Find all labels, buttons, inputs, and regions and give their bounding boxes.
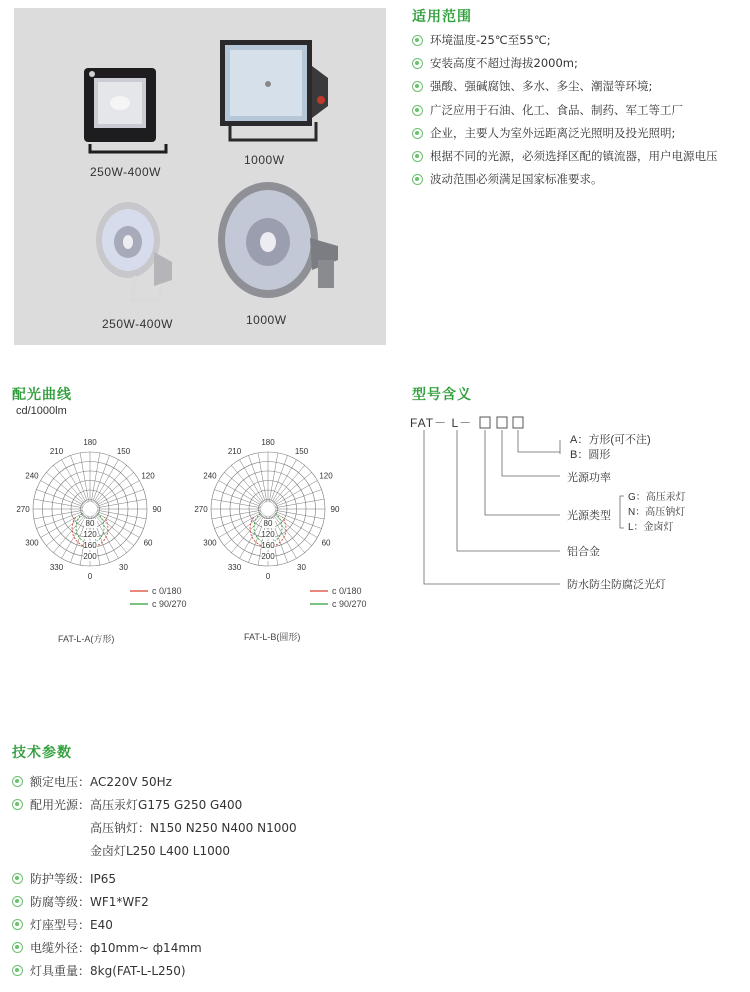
spec-source-line: 高压钠灯：N150 N250 N400 N1000: [90, 821, 297, 835]
model-label: 铝合金: [567, 546, 600, 558]
polar-angle-label: 270: [16, 505, 30, 514]
spec-label: 防腐等级：: [30, 895, 91, 909]
polar-radial-label: 160: [261, 541, 275, 550]
polar-angle-label: 30: [297, 563, 306, 573]
spec-value: 8kg(FAT-L-L250): [90, 964, 186, 978]
specs-title: 技术参数: [12, 745, 72, 761]
polar-angle-label: 300: [25, 538, 39, 548]
photo-caption: 1000W: [246, 313, 287, 327]
legend-label: c 90/270: [152, 599, 187, 609]
polar-angle-label: 0: [265, 572, 271, 581]
product-photo-panel: [14, 8, 386, 345]
scope-item-text: 广泛应用于石油、化工、食品、制药、军工等工厂: [430, 102, 683, 117]
legend-label: c 0/180: [332, 586, 362, 596]
model-label: B：圆形: [570, 449, 611, 461]
scope-list: [412, 32, 718, 194]
spec-label: 配用光源：: [30, 798, 91, 812]
scope-item-text: 企业，主要人为室外远距离泛光照明及投光照明;: [430, 125, 676, 140]
polar-angle-label: 300: [203, 538, 217, 548]
polar-diagram-b: [188, 436, 358, 586]
list-item: [412, 78, 718, 101]
spec-label: 灯具重量：: [30, 964, 91, 978]
polar-angle-label: 60: [143, 538, 153, 548]
polar-caption-a: FAT-L-A(方形): [58, 634, 115, 644]
spec-value: ф10mm~ ф14mm: [90, 941, 202, 955]
bullet-icon: [12, 942, 23, 953]
polar-angle-label: 60: [321, 538, 331, 548]
model-label: A：方形(可不注): [570, 434, 651, 446]
polar-angle-label: 270: [194, 505, 208, 514]
bullet-icon: [412, 128, 423, 139]
polar-angle-label: 180: [261, 438, 275, 447]
list-item: [412, 55, 718, 78]
legend-label: c 90/270: [332, 599, 367, 609]
polar-angle-label: 120: [141, 471, 155, 481]
model-label: 防水防尘防腐泛光灯: [567, 579, 666, 591]
scope-item-text: 环境温度-25℃至55℃;: [430, 33, 551, 47]
scope-item-text: 安装高度不超过海拔2000m;: [430, 56, 578, 71]
polar-angle-label: 90: [152, 505, 162, 514]
spec-label: 灯座型号：: [30, 918, 91, 932]
spec-corrosion: [12, 893, 297, 916]
spec-voltage: [12, 773, 297, 796]
spec-source: [12, 796, 297, 819]
floodlight-round-large-image: [214, 180, 354, 310]
polar-legend-a: [128, 586, 198, 610]
list-item: [412, 102, 718, 125]
scope-item-text: 强酸、强碱腐蚀、多水、多尘、潮湿等环境;: [430, 79, 653, 94]
polar-radial-label: 120: [261, 530, 275, 539]
bullet-icon: [412, 35, 423, 46]
polar-radial-label: 80: [85, 519, 95, 528]
bullet-icon: [12, 896, 23, 907]
polar-angle-label: 210: [227, 446, 242, 456]
floodlight-round-small-image: [92, 200, 182, 310]
polar-legend-b: [308, 586, 378, 610]
polar-angle-label: 150: [294, 446, 309, 456]
bullet-icon: [412, 58, 423, 69]
bullet-icon: [12, 965, 23, 976]
polar-angle-label: 0: [87, 572, 93, 581]
bullet-icon: [12, 776, 23, 787]
spec-label: 电缆外径：: [30, 941, 91, 955]
spec-value: E40: [90, 918, 113, 932]
bullet-icon: [12, 919, 23, 930]
code-box: [513, 417, 523, 428]
bullet-icon: [12, 799, 23, 810]
polar-radial-label: 120: [83, 530, 97, 539]
scope-item-text: 根据不同的光源，必须选择区配的镇流器，用户电源电压: [430, 148, 718, 163]
polar-angle-label: 30: [119, 563, 128, 573]
model-code: FAT－ L－: [410, 416, 473, 430]
specs-list: [12, 773, 297, 985]
spec-value: 高压汞灯G175 G250 G400: [90, 798, 243, 812]
list-item: [412, 32, 718, 55]
floodlight-square-large-image: [216, 36, 336, 146]
model-label: 光源类型: [567, 510, 611, 522]
spec-label: 额定电压：: [30, 775, 91, 789]
floodlight-square-small-image: [80, 64, 170, 154]
scope-title: 适用范围: [412, 9, 472, 25]
legend-label: c 0/180: [152, 586, 182, 596]
polar-radial-label: 80: [263, 519, 273, 528]
spec-weight: [12, 962, 297, 985]
bullet-icon: [412, 105, 423, 116]
list-item: [412, 125, 718, 148]
list-item: [412, 171, 718, 194]
light-curve-unit: cd/1000lm: [16, 405, 67, 417]
spec-value: IP65: [90, 872, 117, 886]
polar-radial-label: 200: [83, 552, 97, 561]
polar-center: [83, 502, 97, 516]
polar-angle-label: 330: [49, 563, 64, 573]
polar-angle-label: 210: [49, 446, 64, 456]
bullet-icon: [12, 873, 23, 884]
polar-center: [261, 502, 275, 516]
list-item: [412, 148, 718, 171]
photo-caption: 1000W: [244, 153, 285, 167]
bullet-icon: [412, 174, 423, 185]
polar-angle-label: 90: [330, 505, 340, 514]
polar-caption-b: FAT-L-B(圆形): [244, 632, 301, 642]
photo-caption: 250W-400W: [90, 165, 161, 179]
polar-angle-label: 150: [116, 446, 131, 456]
polar-diagram-a: [10, 436, 180, 586]
model-title: 型号含义: [412, 387, 472, 403]
photo-caption: 250W-400W: [102, 317, 173, 331]
model-code-diagram: [410, 412, 730, 592]
model-label: N：高压钠灯: [628, 507, 686, 518]
code-box: [480, 417, 490, 428]
spec-socket: [12, 916, 297, 939]
polar-radial-label: 200: [261, 552, 275, 561]
light-curve-title: 配光曲线: [12, 387, 72, 403]
spec-protection: [12, 870, 297, 893]
polar-angle-label: 330: [227, 563, 242, 573]
polar-angle-label: 240: [203, 471, 217, 481]
spec-label: 防护等级：: [30, 872, 91, 886]
model-label: 光源功率: [567, 472, 611, 484]
polar-angle-label: 180: [83, 438, 97, 447]
polar-angle-label: 120: [319, 471, 333, 481]
spec-source-line: 金卤灯L250 L400 L1000: [90, 844, 231, 858]
spec-value: AC220V 50Hz: [90, 775, 172, 789]
polar-radial-label: 160: [83, 541, 97, 550]
polar-angle-label: 240: [25, 471, 39, 481]
model-label: G：高压汞灯: [628, 492, 686, 503]
code-box: [497, 417, 507, 428]
scope-item-text: 波动范围必须满足国家标准要求。: [430, 172, 603, 187]
spec-cable: [12, 939, 297, 962]
bullet-icon: [412, 81, 423, 92]
bullet-icon: [412, 151, 423, 162]
spec-value: WF1*WF2: [90, 895, 149, 909]
model-label: L：金卤灯: [628, 522, 674, 533]
